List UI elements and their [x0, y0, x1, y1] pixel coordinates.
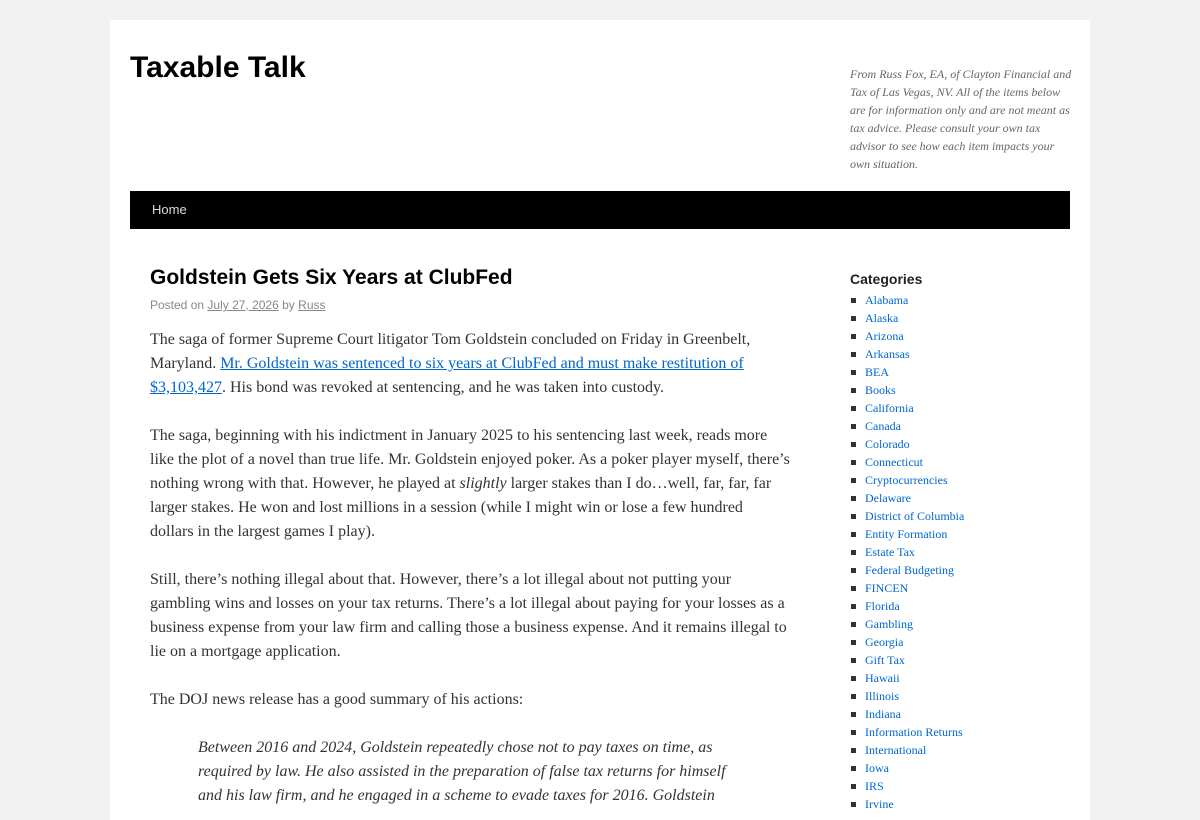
paragraph-1: [150, 328, 790, 400]
post-title: Goldstein Gets Six Years at ClubFed: [150, 266, 513, 289]
category-link[interactable]: IRS: [865, 779, 884, 793]
category-link[interactable]: Indiana: [865, 707, 901, 721]
category-link[interactable]: Illinois: [865, 689, 900, 703]
main-nav-bar: [130, 191, 1070, 229]
category-link[interactable]: Gift Tax: [865, 653, 905, 667]
entry-content: [150, 328, 790, 808]
category-item: [850, 597, 1070, 615]
category-item: [850, 633, 1070, 651]
category-item: [850, 309, 1070, 327]
category-item: [850, 507, 1070, 525]
category-link[interactable]: Georgia: [865, 635, 904, 649]
category-item: [850, 795, 1070, 813]
posted-on-label: Posted on: [150, 298, 205, 312]
category-link[interactable]: California: [865, 401, 914, 415]
category-link[interactable]: Alaska: [865, 311, 899, 325]
sentencing-article-link[interactable]: Mr. Goldstein was sentenced to six years at ClubFed and must make restitution of $3,103,427: [150, 355, 744, 396]
category-item: [850, 417, 1070, 435]
category-link[interactable]: International: [865, 743, 927, 757]
nav-item-home[interactable]: Home: [152, 202, 187, 217]
category-item: [850, 453, 1070, 471]
category-item: [850, 291, 1070, 309]
category-link[interactable]: Alabama: [865, 293, 909, 307]
category-item: [850, 579, 1070, 597]
author-link[interactable]: Russ: [298, 298, 326, 312]
category-item: [850, 705, 1070, 723]
paragraph-2-text-before: The saga, beginning with his indictment in January 2025 to his sentencing last week, reads more like the plot of a novel than true life. Mr. Goldstein enjoyed poker. As a poker player myself, there’s nothing wrong with that. However, he played at: [150, 427, 790, 492]
category-link[interactable]: Cryptocurrencies: [865, 473, 948, 487]
category-item: [850, 381, 1070, 399]
category-link[interactable]: Gambling: [865, 617, 913, 631]
category-link[interactable]: Irvine: [865, 797, 894, 811]
post-date-link[interactable]: July 27, 2026: [207, 298, 279, 312]
categories-widget-title: Categories: [850, 271, 923, 287]
category-link[interactable]: Connecticut: [865, 455, 923, 469]
category-item: [850, 741, 1070, 759]
site-description: From Russ Fox, EA, of Clayton Financial and Tax of Las Vegas, NV. All of the items below are for information only and are not meant as tax advice. Please consult your own tax advisor to see how each item impacts your own situation.: [850, 67, 1072, 171]
entry-meta: [150, 296, 790, 314]
category-item: [850, 669, 1070, 687]
category-link[interactable]: Books: [865, 383, 896, 397]
paragraph-2-text-after: larger stakes than I do…well, far, far, far larger stakes. He won and lost millions in a session (while I might win or lose a few hundred dollars in the largest games I play).: [150, 475, 772, 540]
category-item: [850, 759, 1070, 777]
category-link[interactable]: Information Returns: [865, 725, 963, 739]
category-item: [850, 489, 1070, 507]
main-content: [150, 265, 790, 820]
sidebar: [850, 269, 1070, 813]
category-item: [850, 471, 1070, 489]
category-item: [850, 651, 1070, 669]
category-item: [850, 615, 1070, 633]
category-item: [850, 345, 1070, 363]
category-item: [850, 399, 1070, 417]
category-item: [850, 687, 1070, 705]
by-label: by: [282, 298, 295, 312]
category-link[interactable]: Hawaii: [865, 671, 900, 685]
category-link[interactable]: Federal Budgeting: [865, 563, 954, 577]
category-item: [850, 561, 1070, 579]
category-item: [850, 777, 1070, 795]
category-link[interactable]: District of Columbia: [865, 509, 965, 523]
paragraph-2: [150, 424, 790, 544]
paragraph-2-emphasis: slightly: [459, 475, 507, 492]
category-list: [850, 291, 1070, 813]
category-link[interactable]: Arkansas: [865, 347, 910, 361]
category-link[interactable]: BEA: [865, 365, 889, 379]
category-item: [850, 435, 1070, 453]
category-link[interactable]: Canada: [865, 419, 901, 433]
category-item: [850, 543, 1070, 561]
category-link[interactable]: Florida: [865, 599, 900, 613]
category-item: [850, 327, 1070, 345]
paragraph-3: Still, there’s nothing illegal about that. However, there’s a lot illegal about not putting your gambling wins and losses on your tax returns. There’s a lot illegal about paying for your losses as a business expense from your law firm and calling those a business expense. And it remains illegal to lie on a mortgage application.: [150, 571, 787, 660]
category-item: [850, 363, 1070, 381]
page-wrapper: [110, 20, 1090, 820]
category-link[interactable]: FINCEN: [865, 581, 909, 595]
site-title[interactable]: Taxable Talk: [130, 51, 306, 84]
category-item: [850, 525, 1070, 543]
category-item: [850, 723, 1070, 741]
category-link[interactable]: Iowa: [865, 761, 889, 775]
category-link[interactable]: Entity Formation: [865, 527, 948, 541]
category-link[interactable]: Delaware: [865, 491, 911, 505]
paragraph-4: The DOJ news release has a good summary of his actions:: [150, 691, 524, 708]
category-link[interactable]: Colorado: [865, 437, 910, 451]
category-link[interactable]: Arizona: [865, 329, 904, 343]
category-link[interactable]: Estate Tax: [865, 545, 915, 559]
paragraph-1-text-before: The saga of former Supreme Court litigator Tom Goldstein concluded on Friday in Greenbelt, Maryland.: [150, 331, 751, 372]
paragraph-1-text-after: . His bond was revoked at sentencing, and he was taken into custody.: [222, 379, 664, 396]
doj-quote: Between 2016 and 2024, Goldstein repeatedly chose not to pay taxes on time, as required by law. He also assisted in the preparation of false tax returns for himself and his law firm, and he engaged in a scheme to evade taxes for 2016. Goldstein: [198, 739, 726, 804]
